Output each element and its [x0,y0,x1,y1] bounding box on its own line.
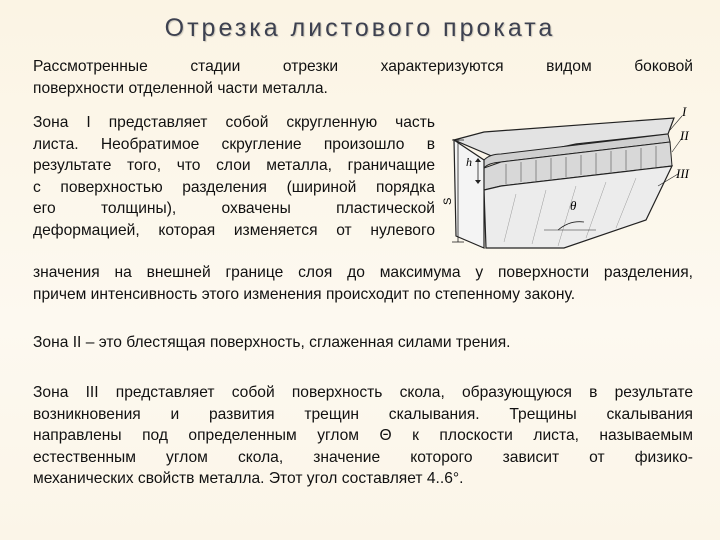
text-line: Рассмотренные стадии отрезки характеризуются видом боковой [33,58,693,75]
sheet-cut-diagram [442,102,700,258]
text-line: Зона I представляет собой скругленную часть [33,114,435,131]
paragraph-zone-3 [33,382,693,490]
page-title: Отрезка листового проката [164,14,556,42]
text-line: направлены под определенным углом Θ к плоскости листа, называемым [33,427,693,444]
text-line: естественным углом скола, значение которого зависит от физико- [33,448,693,466]
text-line: его толщины), охвачены пластической [33,200,435,217]
text-line: механических свойств металла. Этот угол составляет 4..6°. [33,470,464,487]
label-zone-2: II [680,128,689,143]
text-line: поверхности отделенной части металла. [33,79,328,97]
label-s: S [442,197,454,205]
text-line: результате того, что слои металла, граничащие [33,157,435,174]
label-theta: θ [570,198,577,213]
paragraph-intro [33,56,693,99]
text-line: причем интенсивность этого изменения происходит по степенному закону. [33,285,576,303]
text-line: деформацией, которая изменяется от нулевого [33,221,435,239]
text-line: листа. Необратимое скругление произошло в [33,135,435,153]
label-h: h [466,155,472,169]
text-line: возникновения и развития трещин скалывания. Трещины скалывания [33,405,693,423]
label-zone-3: III [676,166,689,181]
text-line: значения на внешней границе слоя до максимума у поверхности разделения, [33,264,693,281]
text-line: Зона III представляет собой поверхность скола, образующуюся в результате [33,384,693,401]
paragraph-zone-1-cont [33,262,693,305]
text-line: с поверхностью разделения (шириной порядка [33,178,435,196]
label-zone-1: I [682,104,687,119]
paragraph-zone-1 [33,112,435,241]
paragraph-zone-2: Зона II – это блестящая поверхность, сглаженная силами трения. [33,334,511,351]
